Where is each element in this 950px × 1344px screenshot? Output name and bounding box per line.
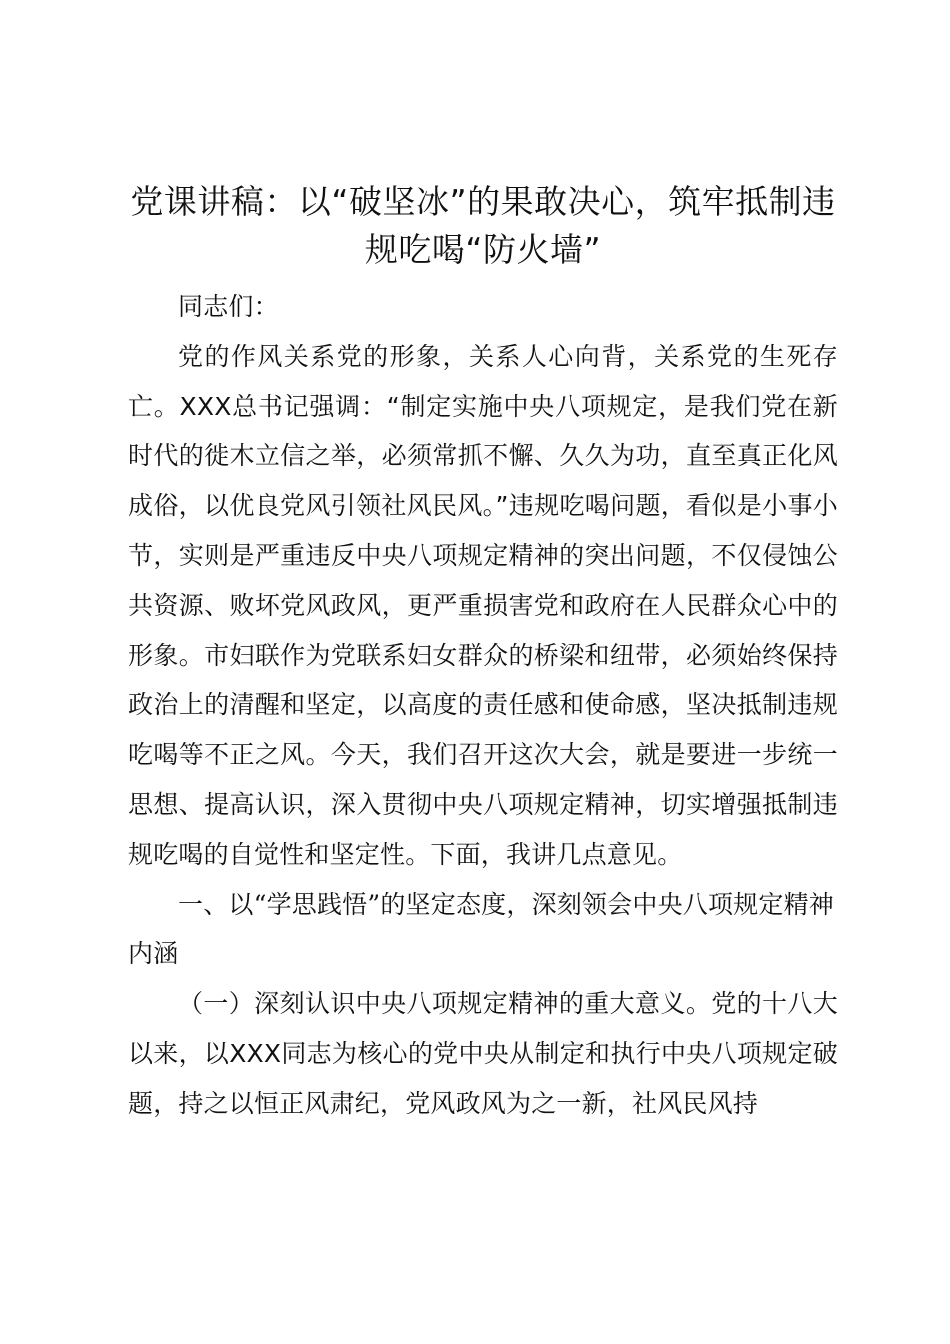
document-content (128, 178, 838, 1129)
document-body (128, 282, 838, 1129)
section-paragraph: （一）深刻认识中央八项规定精神的重大意义。党的十八大以来，以XXX同志为核心的党中央从制定和执行中央八项规定破题，持之以恒正风肃纪，党风政风为之一新，社风民风持 (128, 989, 838, 1118)
intro-paragraph: 党的作风关系党的形象，关系人心向背，关系党的生死存亡。XXX总书记强调：“制定实施中央八项规定，是我们党在新时代的徙木立信之举，必须常抓不懈、久久为功，直至真正化风成俗，以优良党风引领社风民风。”违规吃喝问题，看似是小事小节，实则是严重违反中央八项规定精神的突出问题，不仅侵蚀公共资源、败坏党风政风，更严重损害党和政府在人民群众心中的形象。市妇联作为党联系妇女群众的桥梁和纽带，必须始终保持政治上的清醒和坚定，以高度的责任感和使命感，坚决抵制违规吃喝等不正之风。今天，我们召开这次大会，就是要进一步统一思想、提高认识，深入贯彻中央八项规定精神，切实增强抵制违规吃喝的自觉性和坚定性。下面，我讲几点意见。 (128, 341, 838, 869)
section-heading: 一、以“学思践悟”的坚定态度，深刻领会中央八项规定精神内涵 (128, 889, 834, 969)
document-title: 党课讲稿：以“破坚冰”的果敢决心，筑牢抵制违规吃喝“防火墙” (130, 182, 836, 269)
salutation: 同志们： (178, 292, 279, 321)
